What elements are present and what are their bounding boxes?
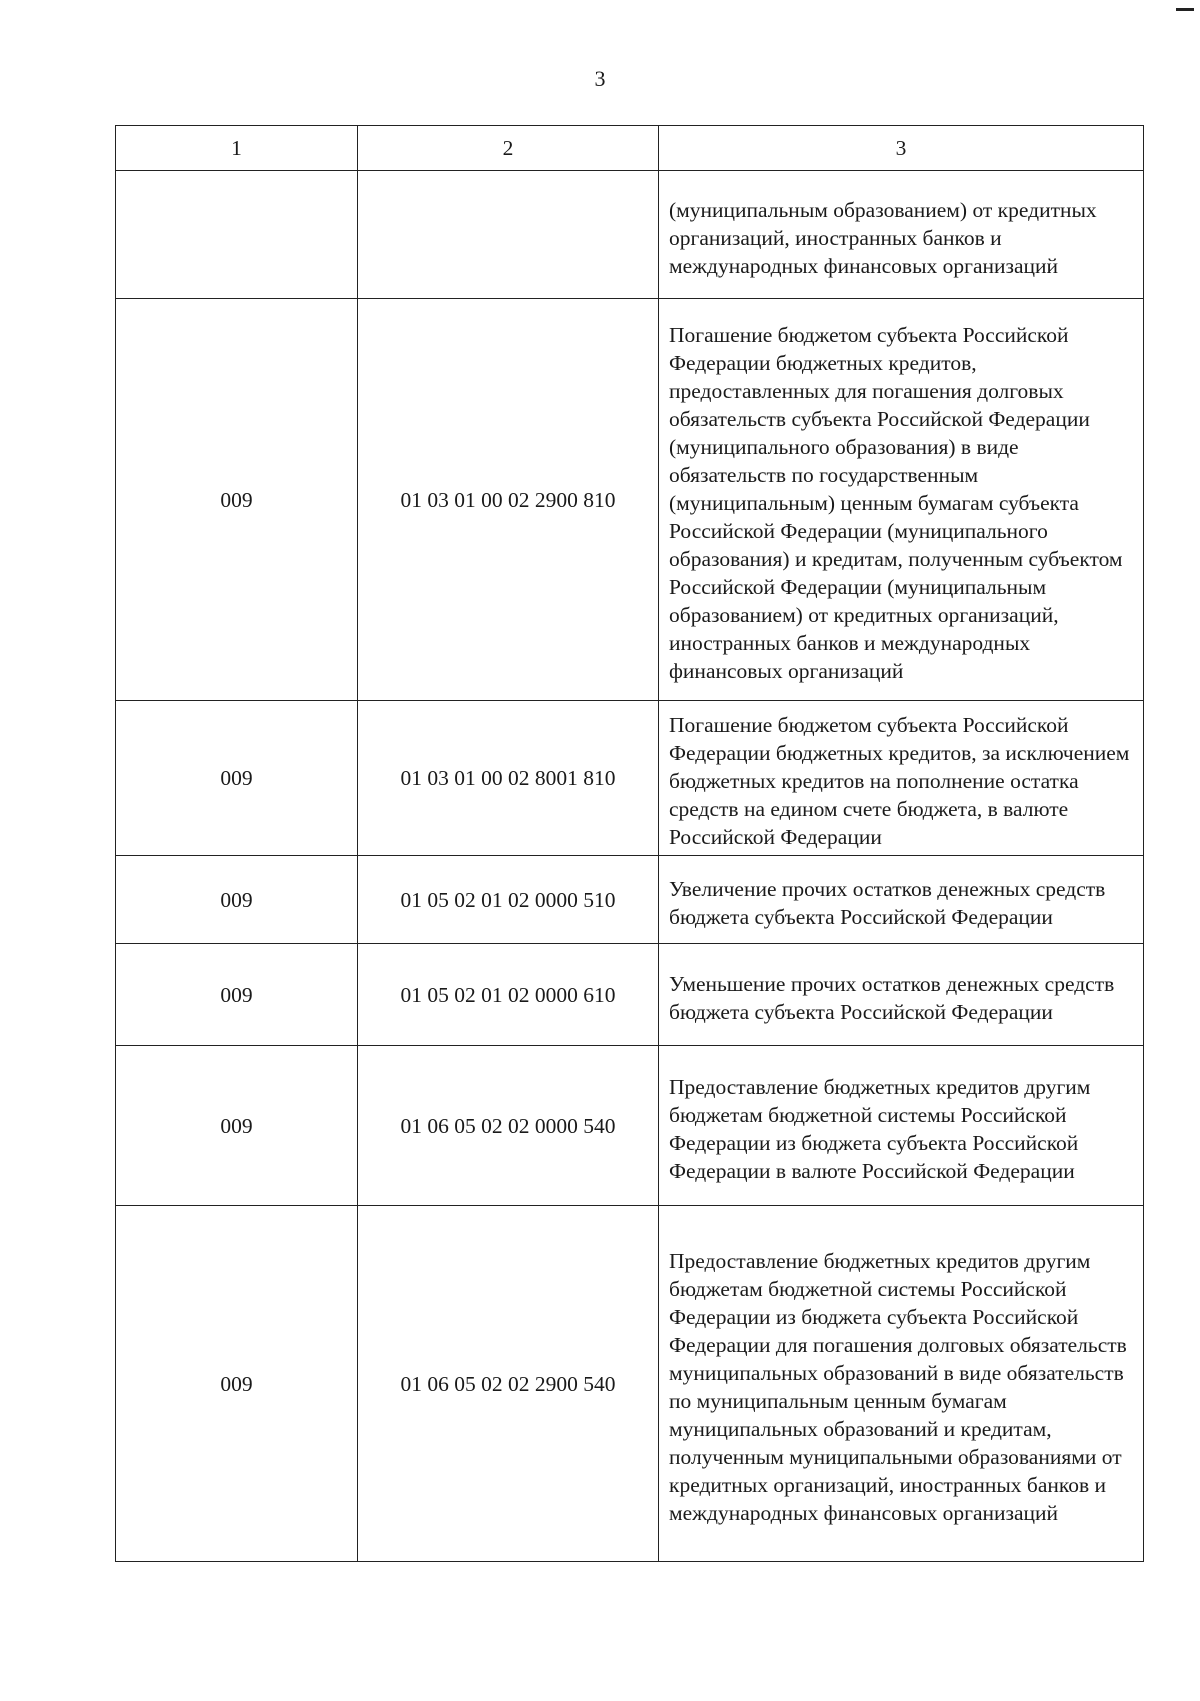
- budget-code-cell: [358, 171, 659, 299]
- budget-code-cell: 01 03 01 00 02 2900 810: [358, 299, 659, 701]
- table-row: [116, 944, 1144, 1046]
- budget-code-cell: 01 06 05 02 02 2900 540: [358, 1206, 659, 1562]
- budget-sources-table: [115, 125, 1144, 1562]
- column-header-3: 3: [659, 126, 1144, 171]
- table-header-row: [116, 126, 1144, 171]
- admin-code-cell: 009: [116, 944, 358, 1046]
- admin-code-cell: [116, 171, 358, 299]
- corner-mark: [1176, 8, 1194, 11]
- table-row: [116, 1046, 1144, 1206]
- column-header-2: 2: [358, 126, 659, 171]
- table-row: [116, 856, 1144, 944]
- table-row: [116, 299, 1144, 701]
- description-cell: Уменьшение прочих остатков денежных средств бюджета субъекта Российской Федерации: [659, 944, 1144, 1046]
- budget-code-cell: 01 05 02 01 02 0000 510: [358, 856, 659, 944]
- table-row: [116, 1206, 1144, 1562]
- description-cell: (муниципальным образованием) от кредитных организаций, иностранных банков и международных финансовых организаций: [659, 171, 1144, 299]
- description-cell: Увеличение прочих остатков денежных средств бюджета субъекта Российской Федерации: [659, 856, 1144, 944]
- admin-code-cell: 009: [116, 1206, 358, 1562]
- description-cell: Погашение бюджетом субъекта Российской Федерации бюджетных кредитов, предоставленных для погашения долговых обязательств субъекта Российской Федерации (муниципального образования) в виде обязательств по государственным (муниципальным) ценным бумагам субъекта Российской Федерации (муниципального образования) и кредитам, полученным субъектом Российской Федерации (муниципальным образованием) от кредитных организаций, иностранных банков и международных финансовых организаций: [659, 299, 1144, 701]
- description-cell: Предоставление бюджетных кредитов другим бюджетам бюджетной системы Российской Федерации из бюджета субъекта Российской Федерации для погашения долговых обязательств муниципальных образований в виде обязательств по муниципальным ценным бумагам муниципальных образований и кредитам, полученным муниципальными образованиями от кредитных организаций, иностранных банков и международных финансовых организаций: [659, 1206, 1144, 1562]
- page-number: 3: [594, 66, 606, 91]
- description-cell: Погашение бюджетом субъекта Российской Федерации бюджетных кредитов, за исключением бюджетных кредитов на пополнение остатка средств на едином счете бюджета, в валюте Российской Федерации: [659, 701, 1144, 856]
- budget-code-cell: 01 06 05 02 02 0000 540: [358, 1046, 659, 1206]
- description-cell: Предоставление бюджетных кредитов другим бюджетам бюджетной системы Российской Федерации из бюджета субъекта Российской Федерации в валюте Российской Федерации: [659, 1046, 1144, 1206]
- admin-code-cell: 009: [116, 856, 358, 944]
- admin-code-cell: 009: [116, 299, 358, 701]
- admin-code-cell: 009: [116, 701, 358, 856]
- budget-code-cell: 01 03 01 00 02 8001 810: [358, 701, 659, 856]
- admin-code-cell: 009: [116, 1046, 358, 1206]
- budget-code-cell: 01 05 02 01 02 0000 610: [358, 944, 659, 1046]
- column-header-1: 1: [116, 126, 358, 171]
- table-row: [116, 171, 1144, 299]
- table-row: [116, 701, 1144, 856]
